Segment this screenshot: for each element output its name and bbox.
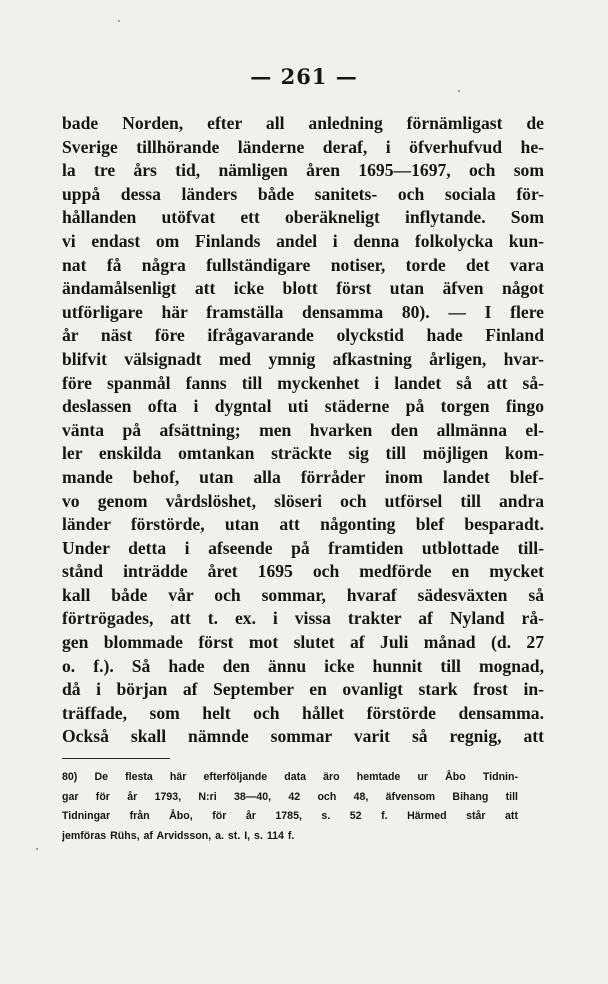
body-line: Under detta i afseende på framtiden utblottade till-	[62, 537, 544, 558]
body-line: Sverige tillhörande länderne deraf, i öfverhufvud he-	[62, 136, 544, 157]
body-line: vänta på afsättning; men hvarken den allmänna el-	[62, 419, 544, 440]
body-line: ler enskilda omtankan sträckte sig till möjligen kom-	[62, 443, 544, 464]
body-line: nat få några fullständigare notiser, torde det vara	[62, 254, 544, 275]
body-line: stånd inträdde året 1695 och medförde en mycket	[62, 561, 544, 582]
footnote-divider	[62, 758, 170, 759]
body-line: kall både vår och sommar, hvaraf sädesväxten så	[62, 584, 544, 605]
body-line: förtrögades, att t. ex. i vissa trakter af Nyland rå-	[62, 608, 544, 629]
print-speck	[36, 848, 38, 850]
print-speck	[458, 90, 460, 92]
body-line: o. f.). Så hade den ännu icke hunnit till mognad,	[62, 655, 544, 676]
page-number: — 261 —	[250, 64, 358, 89]
footnote-line: gar för år 1793, N:ri 38—40, 42 och 48, äfvensom Bihang till	[62, 790, 518, 803]
body-line: då i början af September en ovanligt stark frost in-	[62, 679, 544, 700]
body-line: gen blommade först mot slutet af Juli månad (d. 27	[62, 632, 544, 653]
body-line: vi endast om Finlands andel i denna folkolycka kun-	[62, 230, 544, 251]
body-line: före spanmål fanns till myckenhet i landet så att så-	[62, 372, 544, 393]
footnote-line: 80) De flesta här efterföljande data äro hemtade ur Åbo Tidnin-	[62, 771, 518, 783]
body-line: år näst före ifrågavarande olyckstid hade Finland	[62, 325, 544, 346]
body-line: blifvit välsignadt med ymnig afkastning årligen, hvar-	[62, 348, 544, 369]
body-line: bade Norden, efter all anledning förnämligast de	[62, 113, 544, 133]
body-line: utförligare här framställa densamma 80). — I flere	[62, 301, 544, 322]
body-line: la tre års tid, nämligen åren 1695—1697, och som	[62, 160, 544, 181]
body-line: Också skall nämnde sommar varit så regnig, att	[62, 726, 544, 747]
body-line: uppå dessa länders både sanitets- och sociala för-	[62, 183, 544, 204]
body-line: hållanden utöfvat ett oberäkneligt inflytande. Som	[62, 207, 544, 228]
body-line: ändamålsenligt att icke blott först utan äfven något	[62, 278, 544, 299]
body-line: deslassen ofta i dygntal uti städerne på torgen fingo	[62, 396, 544, 417]
body-line: mande behof, utan alla förråder inom landet blef-	[62, 466, 544, 487]
body-line: vo genom vårdslöshet, slöseri och utförsel till andra	[62, 490, 544, 511]
body-line: träffade, som helt och hållet förstörde densamma.	[62, 702, 544, 723]
body-line: länder förstörde, utan att någonting blef besparadt.	[62, 514, 544, 535]
print-speck	[118, 20, 120, 22]
footnote-line: jemföras Rühs, af Arvidsson, a. st. I, s. 114 f.	[62, 829, 295, 842]
footnote	[62, 768, 518, 846]
body-text	[62, 112, 544, 749]
footnote-line: Tidningar från Åbo, för år 1785, s. 52 f. Härmed står att	[62, 810, 518, 822]
